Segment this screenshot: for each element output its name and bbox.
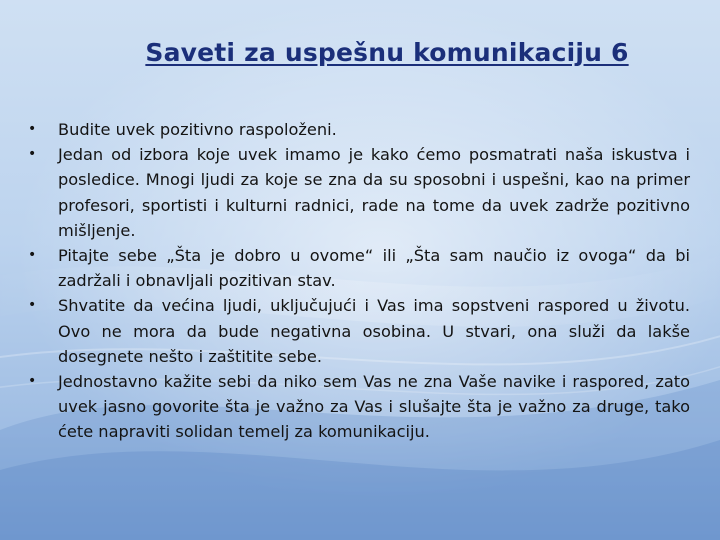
bullet-item [28, 243, 690, 293]
bullet-text: Jednostavno kažite sebi da niko sem Vas ne zna Vaše navike i raspored, zato uvek jasno govorite šta je važno za Vas i slušajte šta je važno za druge, tako ćete napraviti solidan temelj za komunikaciju. [58, 372, 690, 442]
bullet-icon: • [28, 373, 37, 390]
bullet-icon: • [28, 297, 37, 314]
bullet-list [28, 117, 690, 445]
bullet-text: Budite uvek pozitivno raspoloženi. [58, 120, 337, 139]
bullet-item [28, 142, 690, 243]
bullet-icon: • [28, 121, 37, 137]
bullet-icon: • [28, 146, 37, 163]
bullet-item [28, 369, 690, 445]
bullet-text: Shvatite da većina ljudi, uključujući i Vas ima sopstveni raspored u životu. Ovo ne mora da bude negativna osobina. U stvari, ona služi da lakše dosegnete nešto i zaštitite sebe. [58, 296, 690, 366]
bullet-text: Jedan od izbora koje uvek imamo je kako ćemo posmatrati naša iskustva i posledice. Mnogi ljudi za koje se zna da su sposobni i uspešni, kao na primer profesori, sportisti i kulturni radnici, rade na tome da uvek zadrže pozitivno mišljenje. [58, 145, 690, 240]
bullet-item [28, 293, 690, 369]
bullet-icon: • [28, 247, 37, 264]
slide-title: Saveti za uspešnu komunikaciju 6 [145, 38, 629, 67]
bullet-text: Pitajte sebe „Šta je dobro u ovome“ ili „Šta sam naučio iz ovoga“ da bi zadržali i obnavljali pozitivan stav. [58, 246, 690, 291]
bullet-item [28, 117, 690, 142]
